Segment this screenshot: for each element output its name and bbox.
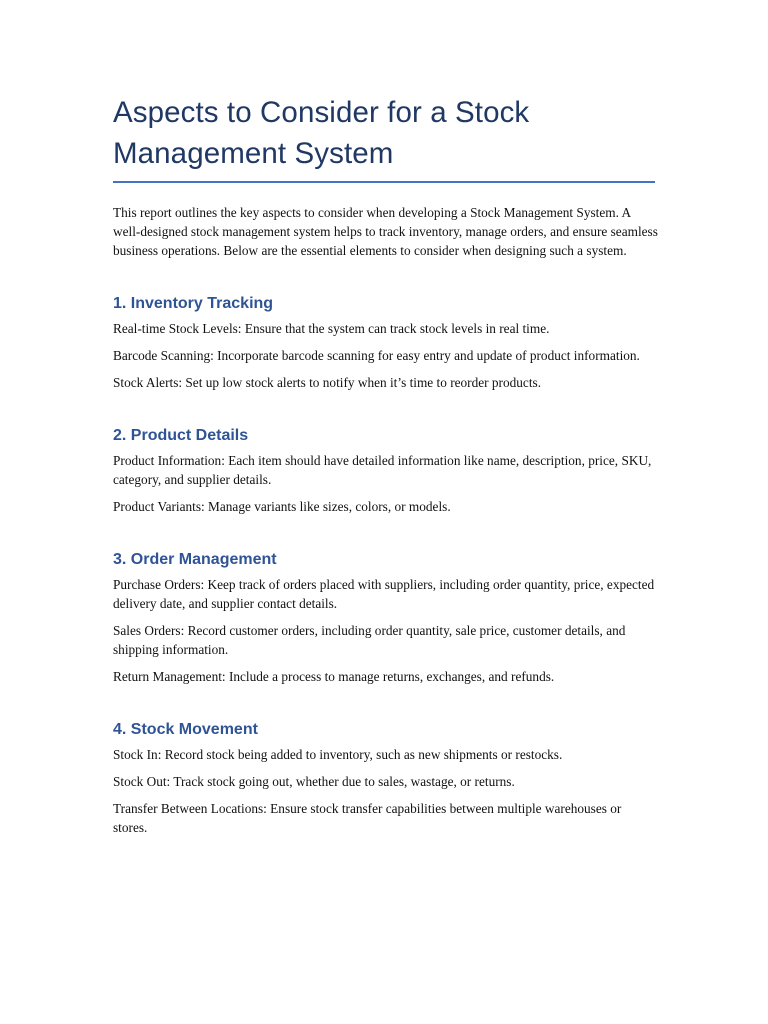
paragraph-item: Stock In: Record stock being added to inventory, such as new shipments or restocks. — [113, 747, 563, 762]
paragraph-item: Stock Out: Track stock going out, whether due to sales, wastage, or returns. — [113, 774, 515, 789]
section-order-management — [113, 550, 658, 686]
section-heading: 3. Order Management — [113, 551, 277, 568]
paragraph-item: Barcode Scanning: Incorporate barcode scanning for easy entry and update of product information. — [113, 348, 640, 363]
paragraph-item: Return Management: Include a process to manage returns, exchanges, and refunds. — [113, 669, 555, 684]
section-heading: 1. Inventory Tracking — [113, 295, 274, 312]
document-title: Aspects to Consider for a Stock Management System — [113, 96, 530, 170]
section-inventory-tracking — [113, 294, 658, 392]
intro-paragraph: This report outlines the key aspects to consider when developing a Stock Management System. A well-designed stock management system helps to track inventory, manage orders, and ensure seamless business operations. Below are the essential elements to consider when designing such a system. — [113, 205, 658, 258]
paragraph-item: Product Variants: Manage variants like sizes, colors, or models. — [113, 499, 451, 514]
section-stock-movement — [113, 720, 658, 837]
paragraph-item: Transfer Between Locations: Ensure stock transfer capabilities between multiple warehouses or stores. — [113, 801, 622, 835]
section-product-details — [113, 426, 658, 516]
paragraph-item: Stock Alerts: Set up low stock alerts to notify when it’s time to reorder products. — [113, 375, 542, 390]
document-page — [113, 92, 658, 845]
paragraph-item: Sales Orders: Record customer orders, including order quantity, sale price, customer details, and shipping information. — [113, 623, 626, 657]
paragraph-item: Real-time Stock Levels: Ensure that the system can track stock levels in real time. — [113, 321, 550, 336]
paragraph-item: Product Information: Each item should have detailed information like name, description, price, SKU, category, and supplier details. — [113, 453, 652, 487]
paragraph-item: Purchase Orders: Keep track of orders placed with suppliers, including order quantity, price, expected delivery date, and supplier contact details. — [113, 577, 655, 611]
title-divider — [113, 181, 655, 183]
section-heading: 2. Product Details — [113, 427, 249, 444]
section-heading: 4. Stock Movement — [113, 721, 258, 738]
